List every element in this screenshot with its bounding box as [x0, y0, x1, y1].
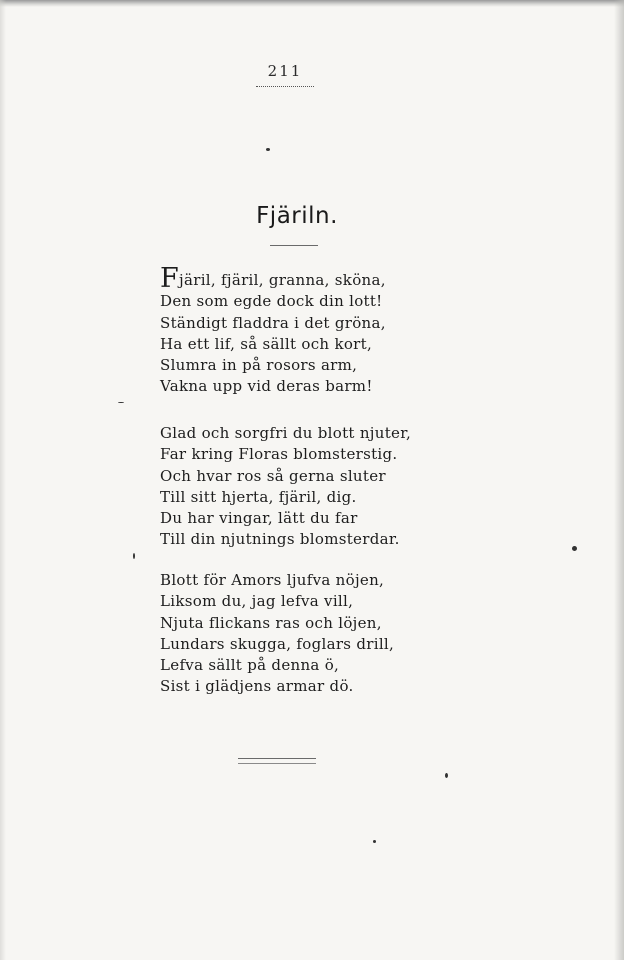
page-number: 211 [267, 62, 303, 80]
poem-line: Till din njutnings blomsterdar. [160, 530, 400, 549]
ink-speck [133, 553, 135, 559]
page-left-edge [0, 0, 6, 960]
page-right-edge [614, 0, 624, 960]
poem-line: Den som egde dock din lott! [160, 292, 383, 311]
poem-title: Fjäriln. [256, 203, 338, 229]
stanza-2 [160, 423, 411, 551]
stanza-3 [160, 570, 394, 698]
poem-line: Och hvar ros så gerna sluter [160, 466, 386, 485]
poem-line: Sist i glädjens armar dö. [160, 677, 354, 696]
poem-line: Ständigt fladdra i det gröna, [160, 313, 386, 332]
poem-line [160, 263, 386, 294]
poem-line: Till sitt hjerta, fjäril, dig. [160, 487, 357, 506]
page-number-rule [256, 86, 314, 87]
ink-speck [373, 840, 376, 843]
stanza-1 [160, 263, 386, 398]
ink-speck [266, 148, 270, 151]
poem-line: Far kring Floras blomsterstig. [160, 445, 398, 464]
poem-line: Blott för Amors ljufva nöjen, [160, 571, 385, 589]
poem-line: Glad och sorgfri du blott njuter, [160, 424, 412, 442]
poem-line: Vakna upp vid deras barm! [160, 377, 373, 396]
ink-speck [445, 773, 448, 778]
drop-cap-initial: F [160, 263, 180, 294]
poem-line: Ha ett lif, så sällt och kort, [160, 334, 373, 353]
poem-line: Slumra in på rosors arm, [160, 356, 358, 375]
ink-speck [118, 402, 124, 403]
end-ornament-rule [238, 758, 316, 764]
poem-line: Liksom du, jag lefva vill, [160, 592, 354, 611]
poem-line: Lundars skugga, foglars drill, [160, 634, 395, 653]
poem-line: Du har vingar, lätt du far [160, 509, 358, 528]
poem-line-text: järil, fjäril, granna, sköna, [179, 271, 386, 289]
poem-line: Lefva sällt på denna ö, [160, 656, 340, 675]
ink-speck [572, 546, 577, 551]
title-rule [270, 245, 318, 246]
poem-line: Njuta flickans ras och löjen, [160, 613, 382, 632]
page-top-edge [0, 0, 624, 7]
